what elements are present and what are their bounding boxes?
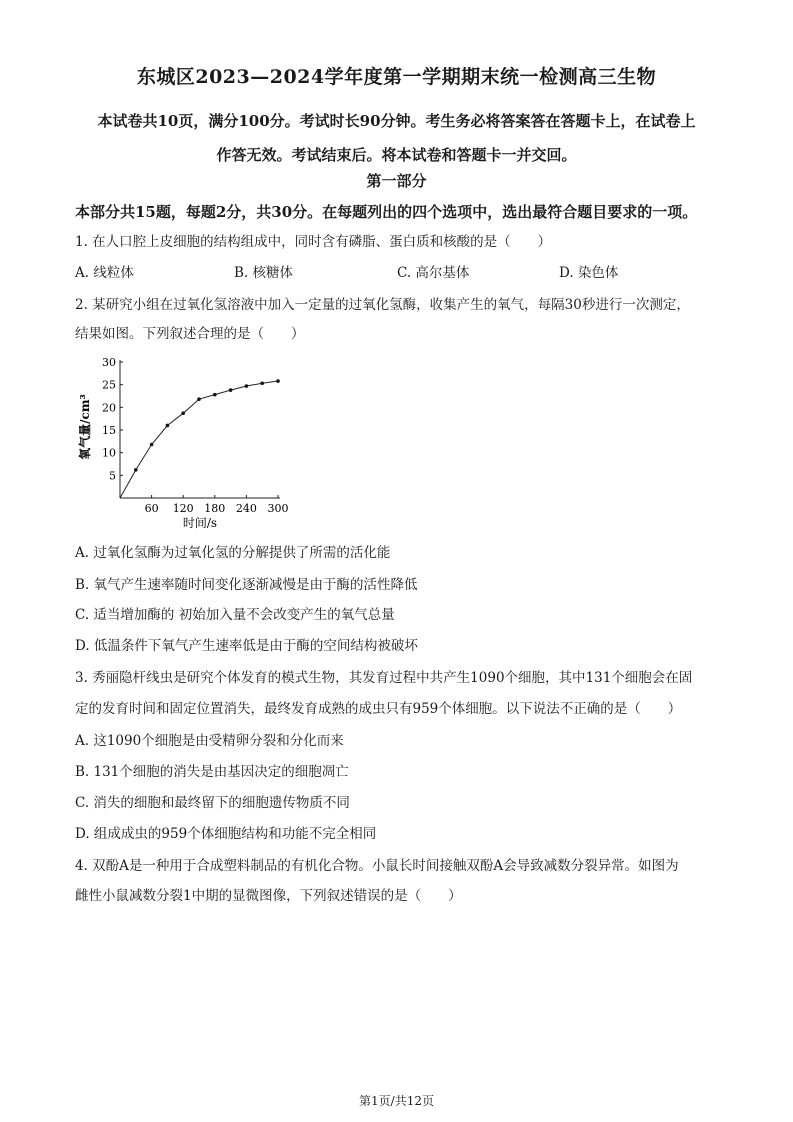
y-tick-label: 10: [102, 446, 116, 460]
y-axis-label: 氧气量/cm³: [78, 394, 92, 460]
data-point: [150, 443, 154, 447]
chart-axes: [120, 360, 280, 498]
question-1-stem: 1. 在人口腔上皮细胞的结构组成中，同时含有磷脂、蛋白质和核酸的是（ ）: [75, 234, 552, 250]
data-point: [229, 388, 233, 392]
chart-ticks: [102, 356, 289, 515]
question-2-stem-line-2: 结果如图。下列叙述合理的是（ ）: [75, 326, 305, 342]
data-point: [181, 411, 185, 415]
question-2-option-a: A. 过氧化氢酶为过氧化氢的分解提供了所需的活化能: [75, 545, 391, 561]
part-title: 第一部分: [366, 172, 427, 190]
question-3-option-d: D. 组成成虫的959个体细胞结构和功能不完全相同: [75, 826, 377, 842]
data-point: [260, 382, 264, 386]
y-tick-label: 15: [102, 424, 116, 437]
y-tick-label: 20: [102, 401, 116, 415]
question-2-option-b: B. 氧气产生速率随时间变化逐渐减慢是由于酶的活性降低: [75, 577, 418, 593]
x-tick-label: 240: [235, 502, 257, 515]
x-tick-label: 180: [204, 502, 226, 515]
notice-line-1: 本试卷共10页，满分100分。考试时长90分钟。考生务必将答案答在答题卡上，在试卷上: [97, 112, 696, 130]
question-3-stem-line-1: 3. 秀丽隐杆线虫是研究个体发育的模式生物，其发育过程中共产生1090个细胞，其中131个细胞会在固: [75, 670, 693, 686]
y-tick-label: 5: [109, 469, 116, 483]
y-tick-label: 25: [102, 378, 116, 392]
data-point: [166, 424, 170, 428]
data-point: [134, 468, 138, 472]
question-3-stem-line-2: 定的发育时间和固定位置消失，最终发育成熟的成虫只有959个体细胞。以下说法不正确的是（ ）: [75, 701, 682, 717]
page-footer: 第1页/共12页: [359, 1094, 434, 1108]
question-3-option-c: C. 消失的细胞和最终留下的细胞遗传物质不同: [75, 795, 350, 811]
question-4-stem-line-2: 雌性小鼠减数分裂1中期的显微图像，下列叙述错误的是（ ）: [75, 888, 462, 904]
data-point: [276, 379, 280, 383]
y-tick-label: 30: [102, 356, 116, 369]
x-tick-label: 60: [144, 502, 159, 515]
x-axis-label: 时间/s: [182, 516, 218, 530]
data-point: [197, 397, 201, 401]
exam-title: 东城区2023—2024学年度第一学期期末统一检测高三生物: [136, 66, 657, 88]
x-tick-label: 120: [172, 502, 194, 515]
question-2-option-d: D. 低温条件下氧气产生速率低是由于酶的空间结构被破坏: [75, 638, 418, 654]
x-tick-label: 300: [267, 502, 289, 515]
part-intro: 本部分共15题，每题2分，共30分。在每题列出的四个选项中，选出最符合题目要求的一项。: [75, 203, 698, 221]
question-2-option-c: C. 适当增加酶的 初始加入量不会改变产生的氧气总量: [75, 607, 395, 623]
chart-svg: [72, 352, 302, 538]
oxygen-time-graph: [72, 352, 302, 538]
notice-line-2: 作答无效。考试结束后。将本试卷和答题卡一并交回。: [216, 146, 577, 164]
data-point: [245, 384, 249, 388]
question-1-option-c: C. 高尔基体: [397, 265, 470, 281]
question-2-stem-line-1: 2. 某研究小组在过氧化氢溶液中加入一定量的过氧化氢酶，收集产生的氧气，每隔30秒进行一次测定，: [75, 297, 690, 313]
chart-series: [120, 379, 280, 498]
data-point: [213, 393, 217, 397]
question-1-option-d: D. 染色体: [559, 265, 619, 281]
question-3-option-a: A. 这1090个细胞是由受精卵分裂和分化而来: [75, 733, 344, 749]
exam-notice: [60, 104, 733, 172]
question-1-option-a: A. 线粒体: [75, 265, 134, 281]
question-3-option-b: B. 131个细胞的消失是由基因决定的细胞凋亡: [75, 764, 349, 780]
question-1-option-b: B. 核糖体: [234, 265, 294, 281]
question-4-stem-line-1: 4. 双酚A是一种用于合成塑料制品的有机化合物。小鼠长时间接触双酚A会导致减数分裂异常。如图为: [75, 858, 679, 874]
